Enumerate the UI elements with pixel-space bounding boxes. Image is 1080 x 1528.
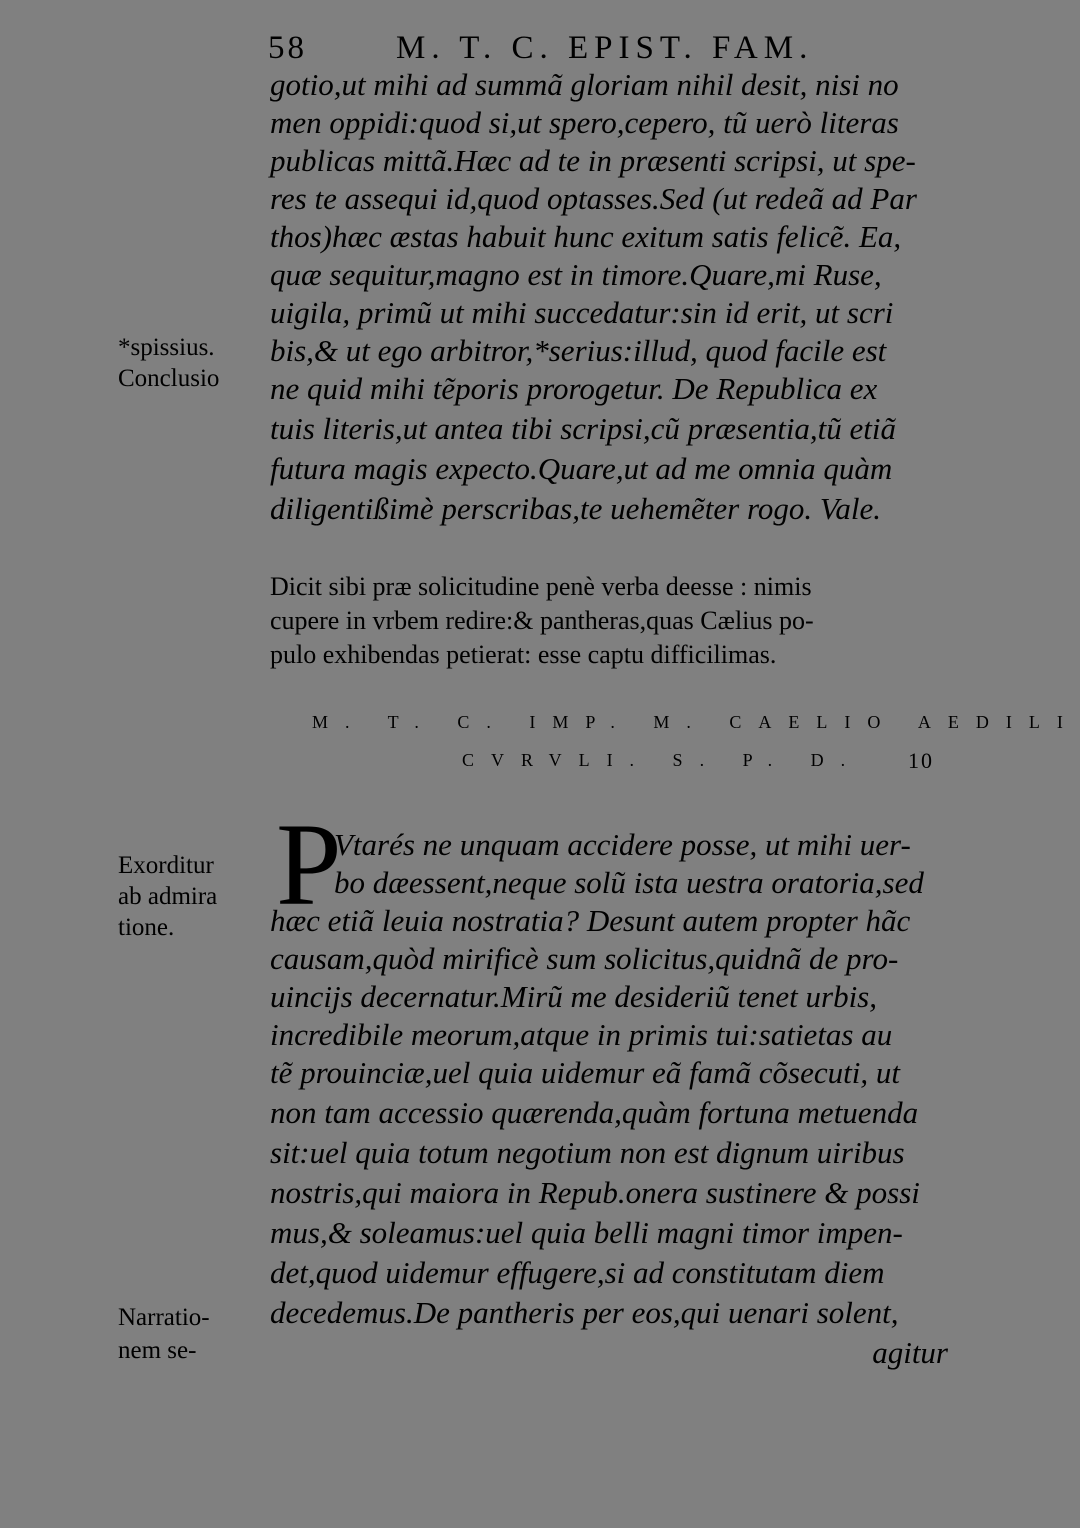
margin-note-line: Narratio-: [118, 1304, 210, 1331]
text-line: decedemus.De pantheris per eos,qui uenari solent,: [270, 1295, 899, 1330]
text-line: sit:uel quia totum negotium non est dignum uiribus: [270, 1135, 905, 1170]
drop-cap: P: [276, 799, 342, 930]
text-line: hæc etiã leuia nostratia? Desunt autem propter hãc: [270, 903, 911, 938]
text-line: tẽ prouinciæ,uel quia uidemur eã famã cõsecuti, ut: [270, 1055, 900, 1090]
summary-line: Dicit sibi præ solicitudine penè verba deesse : nimis: [270, 572, 812, 601]
summary-line: pulo exhibendas petierat: esse captu difficilimas.: [270, 640, 777, 669]
text-line: Vtarés ne unquam accidere posse, ut mihi uer-: [334, 827, 911, 862]
margin-note-line: ab admira: [118, 883, 218, 910]
page-number: 58: [268, 30, 307, 66]
text-line: diligentißimè perscribas,te uehemẽter rogo. Vale.: [270, 491, 881, 526]
text-line: uincijs decernatur.Mirũ me desideriũ tenet urbis,: [270, 979, 877, 1014]
text-line: quæ sequitur,magno est in timore.Quare,mi Ruse,: [270, 257, 882, 292]
text-line: bo dæessent,neque solũ ista uestra oratoria,sed: [334, 865, 924, 900]
running-title: M. T. C. EPIST. FAM.: [396, 30, 814, 66]
margin-note-line: nem se-: [118, 1337, 197, 1364]
summary-line: cupere in vrbem redire:& pantheras,quas Cælius po-: [270, 606, 814, 635]
letter-number: 10: [908, 748, 934, 773]
text-line: men oppidi:quod si,ut spero,cepero, tũ uerò literas: [270, 105, 899, 140]
text-line: incredibile meorum,atque in primis tui:satietas au: [270, 1017, 893, 1052]
margin-note-line: tione.: [118, 914, 175, 941]
text-line: det,quod uidemur effugere,si ad constitutam diem: [270, 1255, 885, 1290]
text-line: tuis literis,ut antea tibi scripsi,cũ præsentia,tũ etiã: [270, 411, 897, 446]
text-line: res te assequi id,quod optasses.Sed (ut redeã ad Par: [270, 181, 917, 216]
text-line: bis,& ut ego arbitror,*serius:illud, quod facile est: [270, 333, 887, 368]
text-line: nostris,qui maiora in Repub.onera sustinere & possi: [270, 1175, 920, 1210]
catchword: agitur: [872, 1335, 948, 1370]
text-line: ne quid mihi tẽporis prorogetur. De Republica ex: [270, 371, 878, 406]
margin-note-line: Conclusio: [118, 365, 220, 392]
text-line: gotio,ut mihi ad summã gloriam nihil desit, nisi no: [270, 67, 899, 102]
text-line: futura magis expecto.Quare,ut ad me omnia quàm: [270, 451, 893, 486]
letter-title-line-2: CVRVLI. S. P. D.: [462, 750, 863, 770]
margin-note-line: Exorditur: [118, 852, 214, 879]
text-line: thos)hæc æstas habuit hunc exitum satis felicẽ. Ea,: [270, 219, 902, 254]
text-line: uigila, primũ ut mihi succedatur:sin id erit, ut scri: [270, 295, 894, 330]
text-line: mus,& soleamus:uel quia belli magni timor impen-: [270, 1215, 903, 1250]
text-line: publicas mittã.Hæc ad te in præsenti scripsi, ut spe-: [270, 143, 916, 178]
margin-note-line: *spissius.: [118, 334, 215, 361]
letter-title-line-1: M. T. C. IMP. M. CAELIO AEDILI: [312, 712, 1080, 732]
text-line: causam,quòd mirificè sum solicitus,quidnã de pro-: [270, 941, 899, 976]
text-line: non tam accessio quærenda,quàm fortuna metuenda: [270, 1095, 919, 1130]
